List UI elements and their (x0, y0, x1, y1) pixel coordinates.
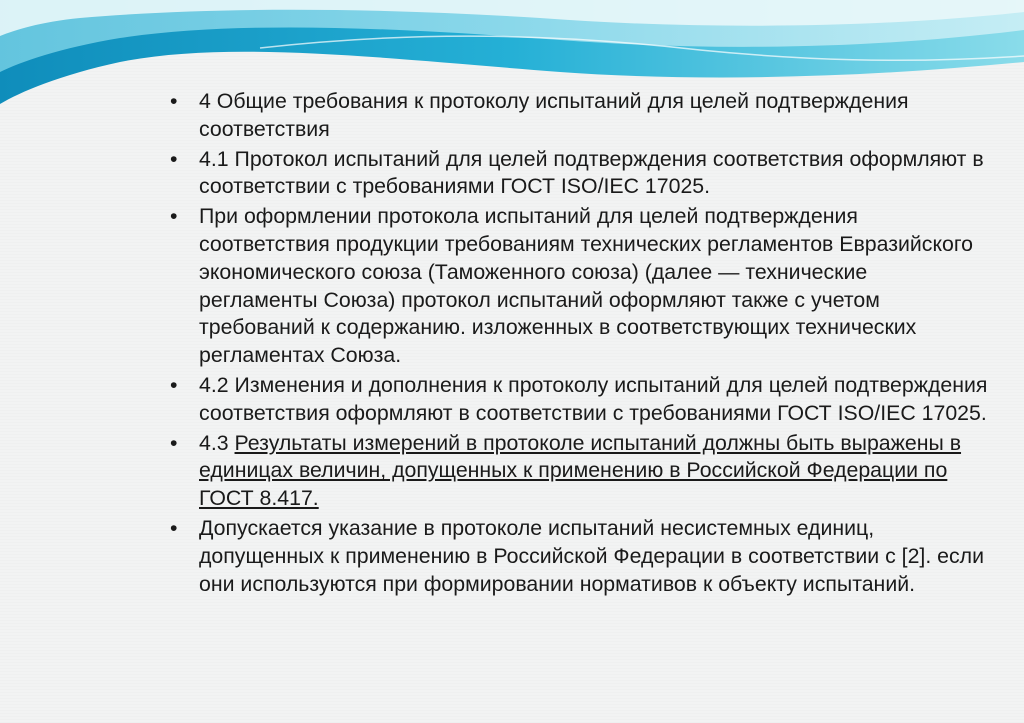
bullet-item (170, 372, 990, 428)
bullet-item (170, 430, 990, 513)
bullet-prefix: 4.3 (199, 430, 235, 455)
bullet-text: 4.2 Изменения и дополнения к протоколу испытаний для целей подтверждения соответствия оформляют в соответствии с требованиями ГОСТ ISO/IEC 17025. (199, 372, 988, 425)
bullet-dot: • (170, 515, 178, 540)
bullet-item (170, 146, 990, 202)
bullet-item (170, 515, 990, 598)
bullet-dot: • (170, 430, 178, 455)
bullet-item (170, 203, 990, 370)
bullet-text: 4.1 Протокол испытаний для целей подтверждения соответствия оформляют в соответствии с требованиями ГОСТ ISO/IEC 17025. (199, 146, 984, 199)
bullet-dot: • (170, 372, 178, 397)
bullet-list (170, 88, 990, 600)
bullet-underlined-text: Результаты измерений в протоколе испытаний должны быть выражены в единицах величин, допущенных к применению в Российской Федерации по ГОСТ 8.417. (199, 430, 962, 511)
bullet-dot: • (170, 89, 178, 113)
bullet-text: 4 Общие требования к протоколу испытаний для целей подтверждения соответствия (199, 89, 909, 141)
bullet-text: При оформлении протокола испытаний для целей подтверждения соответствия продукции требованиям технических регламентов Евразийского экономического союза (Таможенного союза) (далее — технические регламенты Союза) протокол испытаний оформляют также с учетом требований к содержанию. изложенных в соответствующих технических регламентах Союза. (199, 204, 973, 368)
bullet-text: Допускается указание в протоколе испытаний несистемных единиц, допущенных к применению в Российской Федерации в соответствии с [2]. если они используются при формировании нормативов к объекту испытаний. (199, 515, 984, 596)
bullet-item (170, 88, 990, 144)
bullet-dot: • (170, 204, 178, 229)
bullet-dot: • (170, 146, 178, 171)
